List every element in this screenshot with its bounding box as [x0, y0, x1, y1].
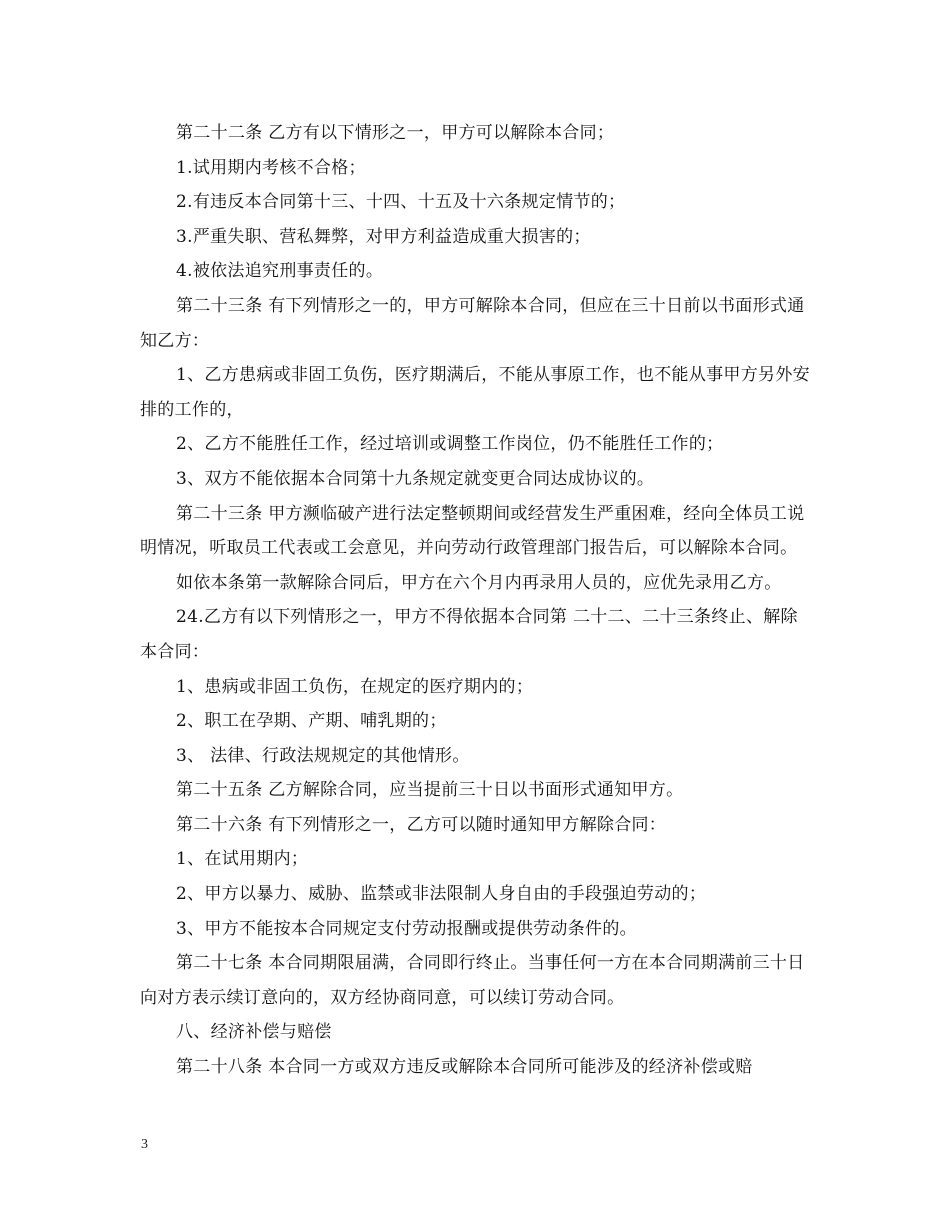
- paragraph: 第二十六条 有下列情形之一，乙方可以随时通知甲方解除合同：: [176, 814, 667, 835]
- paragraph: 1、患病或非固工负伤，在规定的医疗期内的；: [176, 676, 534, 697]
- paragraph: 如依本条第一款解除合同后，甲方在六个月内再录用人员的，应优先录用乙方。: [176, 572, 782, 593]
- page-number: 3: [141, 1137, 148, 1152]
- paragraph: 1、乙方患病或非固工负伤，医疗期满后，不能从事原工作，也不能从事甲方另外安排的工作的，: [140, 365, 810, 420]
- paragraph: 第二十五条 乙方解除合同，应当提前三十日以书面形式通知甲方。: [176, 780, 684, 801]
- paragraph: 第二十三条 有下列情形之一的，甲方可解除本合同，但应在三十日前以书面形式通知乙方：: [140, 295, 805, 351]
- paragraph: 2、职工在孕期、产期、哺乳期的；: [176, 711, 447, 732]
- paragraph: 第二十七条 本合同期限届满，合同即行终止。当事任何一方在本合同期满前三十日向对方表示续订意向的，双方经协商同意，可以续订劳动合同。: [140, 953, 805, 1008]
- paragraph: 3.严重失职、营私舞弊，对甲方利益造成重大损害的；: [176, 226, 591, 247]
- paragraph: 2、甲方以暴力、威胁、监禁或非法限制人身自由的手段强迫劳动的；: [176, 884, 707, 905]
- paragraph: 2、乙方不能胜任工作，经过培训或调整工作岗位，仍不能胜任工作的；: [176, 434, 724, 455]
- section-heading: 八、经济补偿与赔偿: [176, 1022, 332, 1043]
- paragraph: 4.被依法追究刑事责任的。: [176, 261, 384, 282]
- paragraph: 24.乙方有以下列情形之一，甲方不得依据本合同第 二十二、二十三条终止、解除本合同：: [140, 607, 798, 662]
- paragraph: 第二十八条 本合同一方或双方违反或解除本合同所可能涉及的经济补偿或赔: [176, 1057, 753, 1078]
- paragraph: 2.有违反本合同第十三、十四、十五及十六条规定情节的；: [176, 192, 626, 213]
- paragraph: 1、在试用期内；: [176, 849, 309, 870]
- paragraph: 1.试用期内考核不合格；: [176, 157, 366, 178]
- paragraph: 第二十三条 甲方濒临破产进行法定整顿期间或经营发生严重困难，经向全体员工说明情况，听取员工代表或工会意见，并向劳动行政管理部门报告后，可以解除本合同。: [140, 503, 805, 559]
- paragraph: 第二十二条 乙方有以下情形之一，甲方可以解除本合同；: [176, 123, 615, 143]
- paragraph: 3、 法律、行政法规规定的其他情形。: [176, 745, 470, 766]
- paragraph: 3、双方不能依据本合同第十九条规定就变更合同达成协议的。: [176, 468, 655, 489]
- paragraph: 3、甲方不能按本合同规定支付劳动报酬或提供劳动条件的。: [176, 918, 637, 939]
- document-body: [140, 116, 812, 1085]
